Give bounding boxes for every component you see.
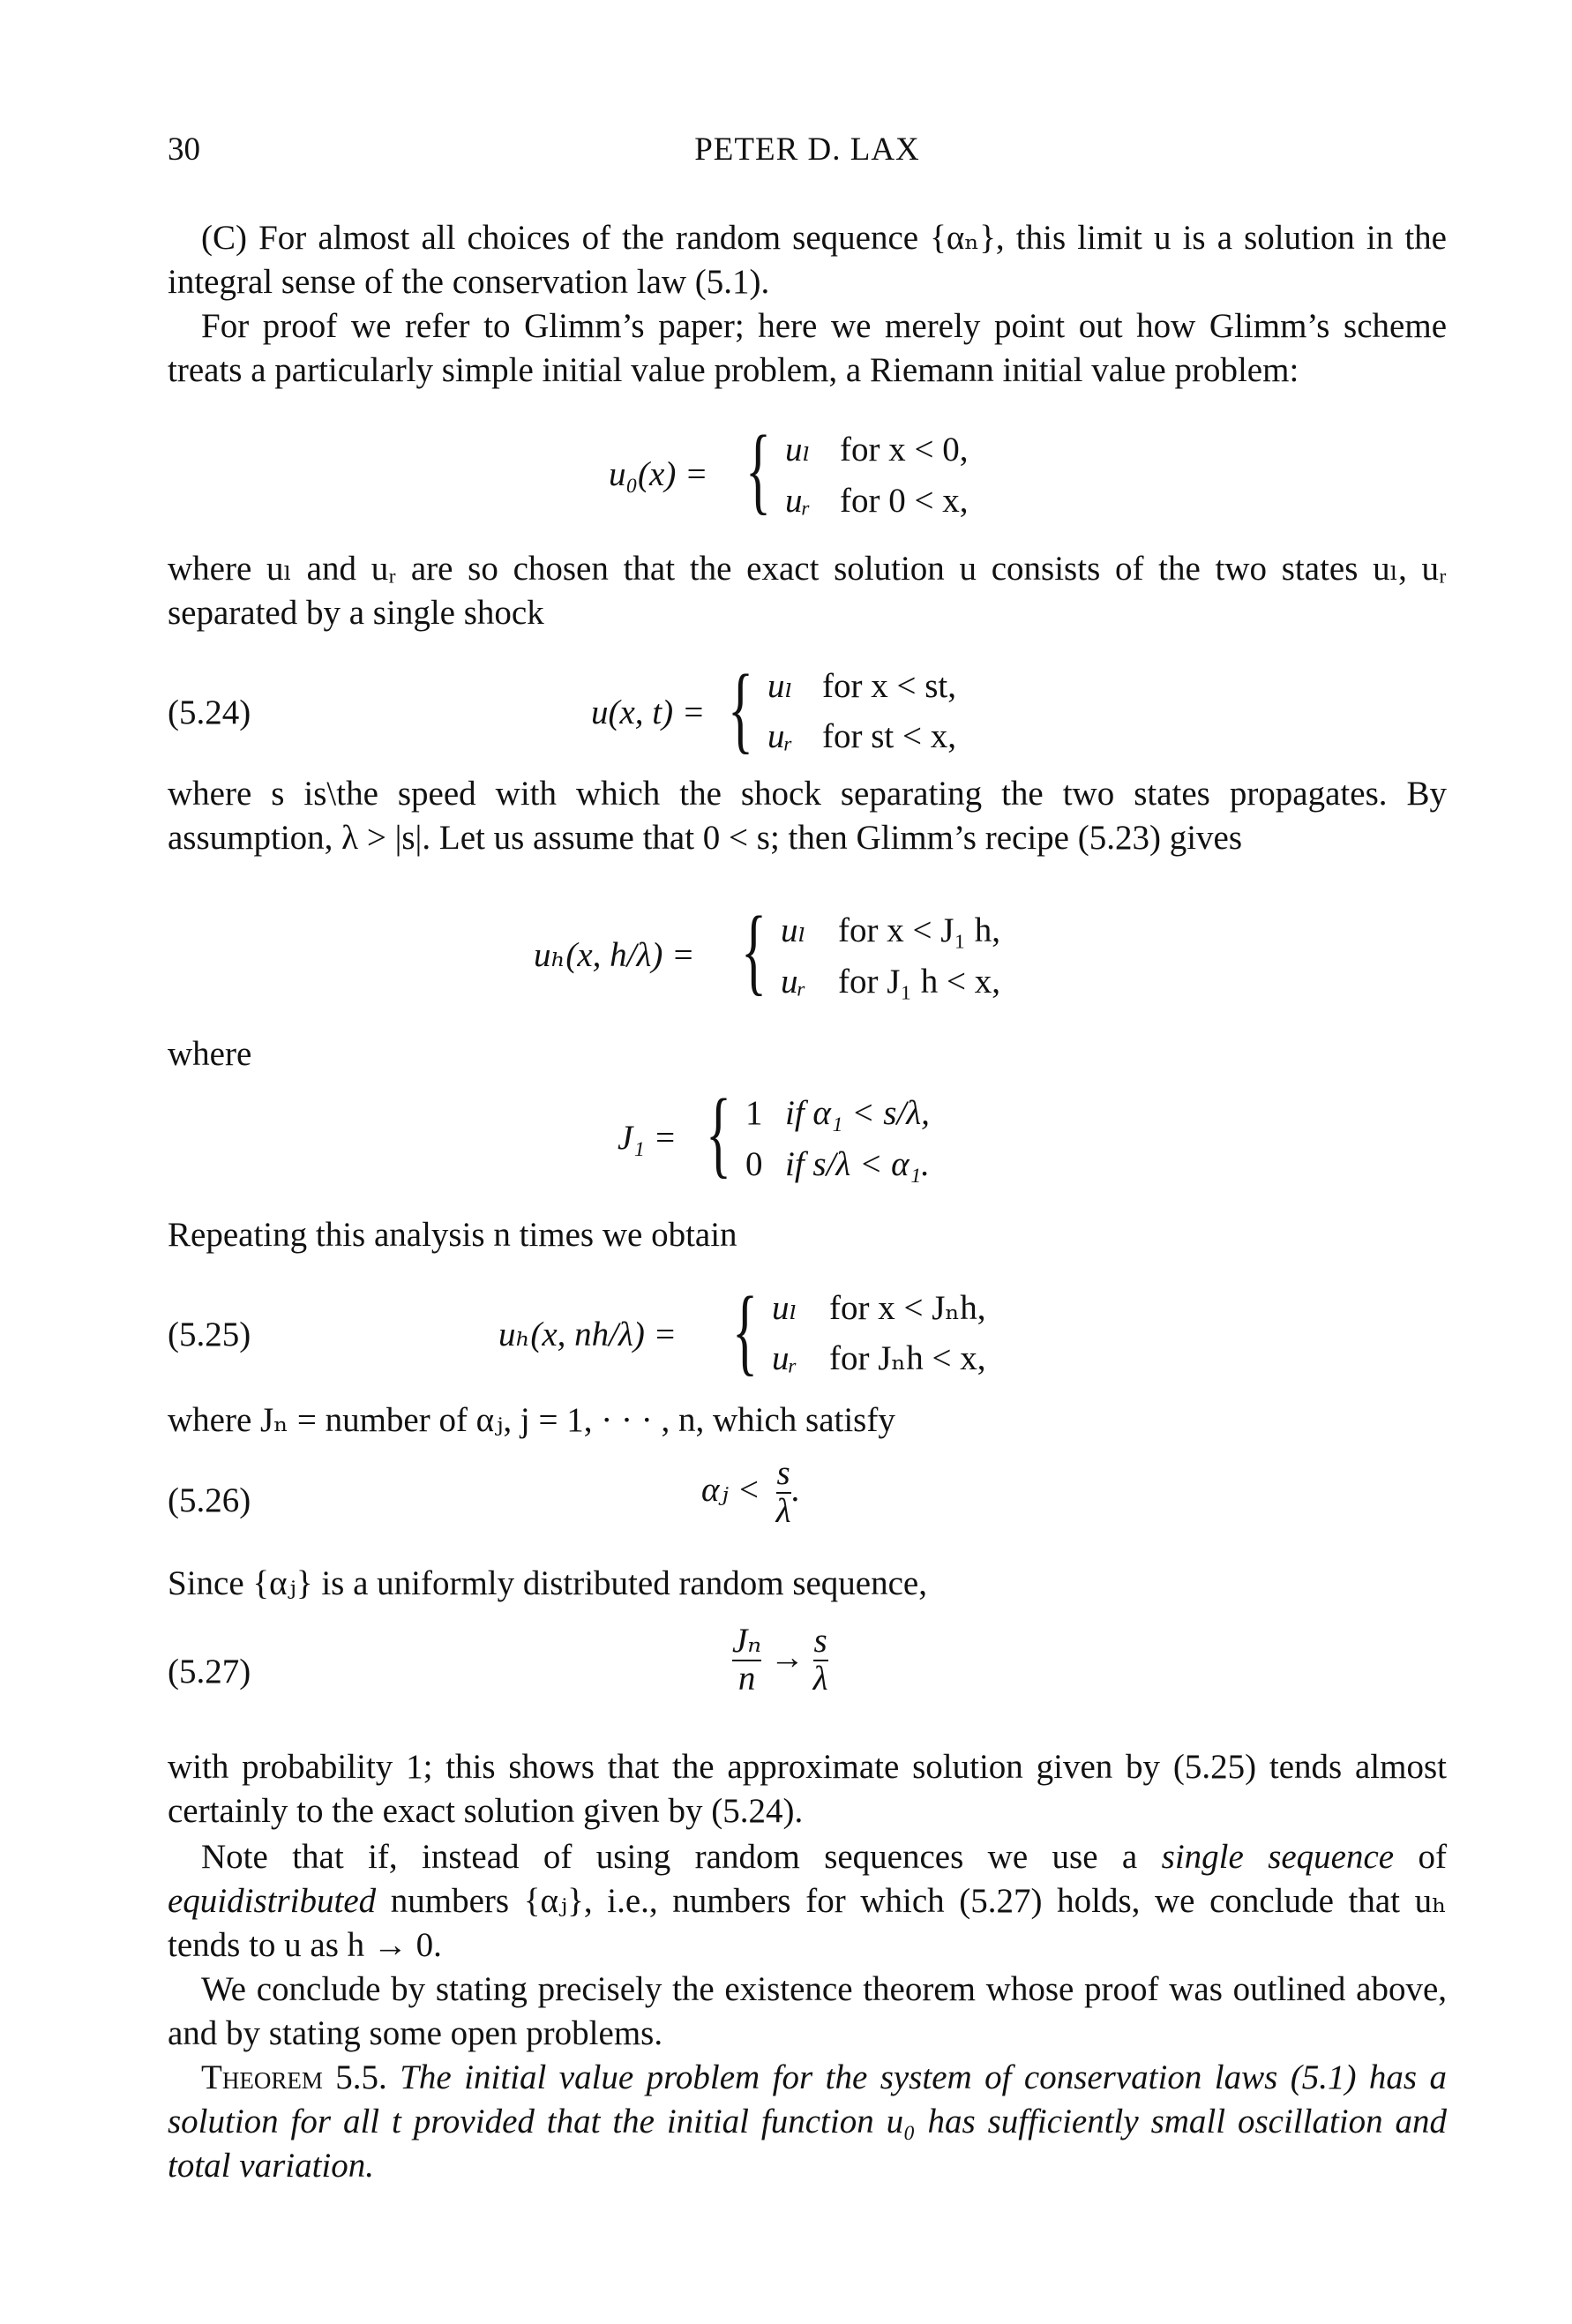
eq-5-24-lhs: u(x, t) = xyxy=(591,693,706,731)
note-part-c: of xyxy=(1394,1838,1447,1876)
eq-uh1-case2-value: uᵣ xyxy=(781,963,807,1001)
eq-uh1-lhs: uₕ(x, h/λ) = xyxy=(534,936,695,974)
eq-uh1-case1-condition: for x < J₁ h, xyxy=(838,911,1000,949)
note-equidistributed: equidistributed xyxy=(168,1882,377,1920)
paragraph-where-states: where uₗ and uᵣ are so chosen that the exact solution u consists of the two states uₗ, uᵣ separated by a single shock xyxy=(168,550,1447,632)
paragraph-since: Since {αⱼ} is a uniformly distributed random sequence, xyxy=(168,1564,927,1602)
eq-5-26-period: . xyxy=(790,1470,800,1509)
eq-5-25-brace: { xyxy=(732,1277,759,1384)
eq-5-24-case2-condition: for st < x, xyxy=(822,717,956,755)
paragraph-conclude: We conclude by stating precisely the existence theorem whose proof was outlined above, and by stating some open problems. xyxy=(168,1970,1447,2052)
eq-5-25-case1-condition: for x < Jₙh, xyxy=(829,1289,986,1327)
equation-5-27 xyxy=(168,1623,1447,1721)
eq-5-24-case1-condition: for x < st, xyxy=(822,667,956,705)
note-part-e: numbers {αⱼ}, i.e., numbers for which (5.27) holds, we conclude that uₕ tends to u as h → 0. xyxy=(168,1882,1447,1964)
paragraph-c: (C) For almost all choices of the random sequence {αₙ}, this limit u is a solution in the integral sense of the conservation law (5.1). xyxy=(168,219,1447,301)
equation-5-26 xyxy=(168,1456,1447,1544)
equation-5-25 xyxy=(168,1275,1447,1384)
equation-5-24 xyxy=(168,653,1447,762)
eq-5-27-denominator-left: n xyxy=(732,1660,761,1698)
eq-u0-case2-condition: for 0 < x, xyxy=(840,482,969,520)
eq-5-24-label: (5.24) xyxy=(168,693,251,731)
page-number: 30 xyxy=(168,131,200,168)
running-head-author: PETER D. LAX xyxy=(694,131,920,168)
eq-J1-case1-condition: if α₁ < s/λ, xyxy=(785,1094,930,1132)
running-header xyxy=(168,131,1447,175)
eq-5-27-arrow: → xyxy=(769,1638,805,1676)
paragraph-note xyxy=(168,1835,1447,1968)
eq-u0-case2-value: uᵣ xyxy=(785,482,812,520)
eq-5-26-denominator: λ xyxy=(775,1491,791,1530)
word-where: where xyxy=(168,1035,252,1073)
eq-uh1-case2-condition: for J₁ h < x, xyxy=(838,963,1000,1001)
paragraph-probability: with probability 1; this shows that the approximate solution given by (5.25) tends almost certainly to the exact solution given by (5.24). xyxy=(168,1748,1447,1830)
paragraph-proof: For proof we refer to Glimm’s paper; here we merely point out how Glimm’s scheme treats a particularly simple initial value problem, a Riemann initial value problem: xyxy=(168,307,1447,389)
eq-J1-case2-value: 0 xyxy=(745,1145,763,1183)
eq-J1-case1-value: 1 xyxy=(745,1094,763,1132)
theorem-label: Theorem xyxy=(201,2058,323,2096)
eq-5-24-case2-value: uᵣ xyxy=(767,717,794,755)
eq-5-24-case1-value: uₗ xyxy=(767,667,793,705)
eq-5-25-case2-condition: for Jₙh < x, xyxy=(829,1339,986,1377)
theorem-5-5 xyxy=(168,2056,1447,2188)
eq-5-25-label: (5.25) xyxy=(168,1316,251,1353)
paragraph-shock-speed: where s is\the speed with which the shock separating the two states propagates. By assumption, λ > |s|. Let us assume that 0 < s; then Glimm’s recipe (5.23) gives xyxy=(168,775,1447,857)
eq-5-26-numerator: s xyxy=(776,1454,790,1492)
eq-5-27-numerator-left: Jₙ xyxy=(732,1622,762,1660)
eq-u0-case1-condition: for x < 0, xyxy=(840,431,969,469)
eq-5-25-case1-value: uₗ xyxy=(772,1289,797,1327)
eq-uh1-case1-value: uₗ xyxy=(781,911,806,949)
eq-u0-lhs: u₀(x) = xyxy=(609,455,708,493)
eq-5-26-lhs: αⱼ < xyxy=(701,1470,760,1509)
eq-5-27-label: (5.27) xyxy=(168,1653,251,1691)
eq-J1-case2-condition: if s/λ < α₁. xyxy=(785,1145,930,1183)
eq-5-26-fraction xyxy=(776,1456,791,1530)
eq-5-27-fraction-left xyxy=(732,1623,761,1698)
equation-uh-first-step xyxy=(534,896,1151,1015)
eq-5-25-case2-value: uᵣ xyxy=(772,1339,798,1377)
eq-u0-brace: { xyxy=(745,416,772,523)
eq-5-27-denominator-right: λ xyxy=(812,1659,828,1698)
theorem-statement: The initial value problem for the system of conservation laws (5.1) has a solution for all t provided that the initial function u₀ has sufficiently small oscillation and total variation. xyxy=(168,2058,1448,2185)
eq-J1-brace: { xyxy=(706,1079,732,1187)
eq-5-27-fraction-right xyxy=(813,1623,828,1698)
eq-5-26-label: (5.26) xyxy=(168,1481,251,1519)
note-single-sequence: single sequence xyxy=(1161,1838,1395,1876)
eq-J1-lhs: J₁ = xyxy=(618,1119,677,1157)
paragraph-repeating: Repeating this analysis n times we obtain xyxy=(168,1216,737,1254)
eq-5-25-lhs: uₕ(x, nh/λ) = xyxy=(498,1316,677,1353)
equation-J1 xyxy=(618,1079,1147,1196)
equation-u0 xyxy=(609,416,1138,534)
note-part-a: Note that if, instead of using random sequences we use a xyxy=(201,1838,1162,1876)
theorem-number: 5.5. xyxy=(335,2058,387,2096)
eq-5-24-brace: { xyxy=(728,655,754,762)
eq-u0-case1-value: uₗ xyxy=(785,431,811,469)
paragraph-jn-count: where Jₙ = number of αⱼ, j = 1, · · · , n, which satisfy xyxy=(168,1401,895,1439)
eq-uh1-brace: { xyxy=(741,896,767,1004)
eq-5-27-numerator-right: s xyxy=(813,1622,827,1660)
